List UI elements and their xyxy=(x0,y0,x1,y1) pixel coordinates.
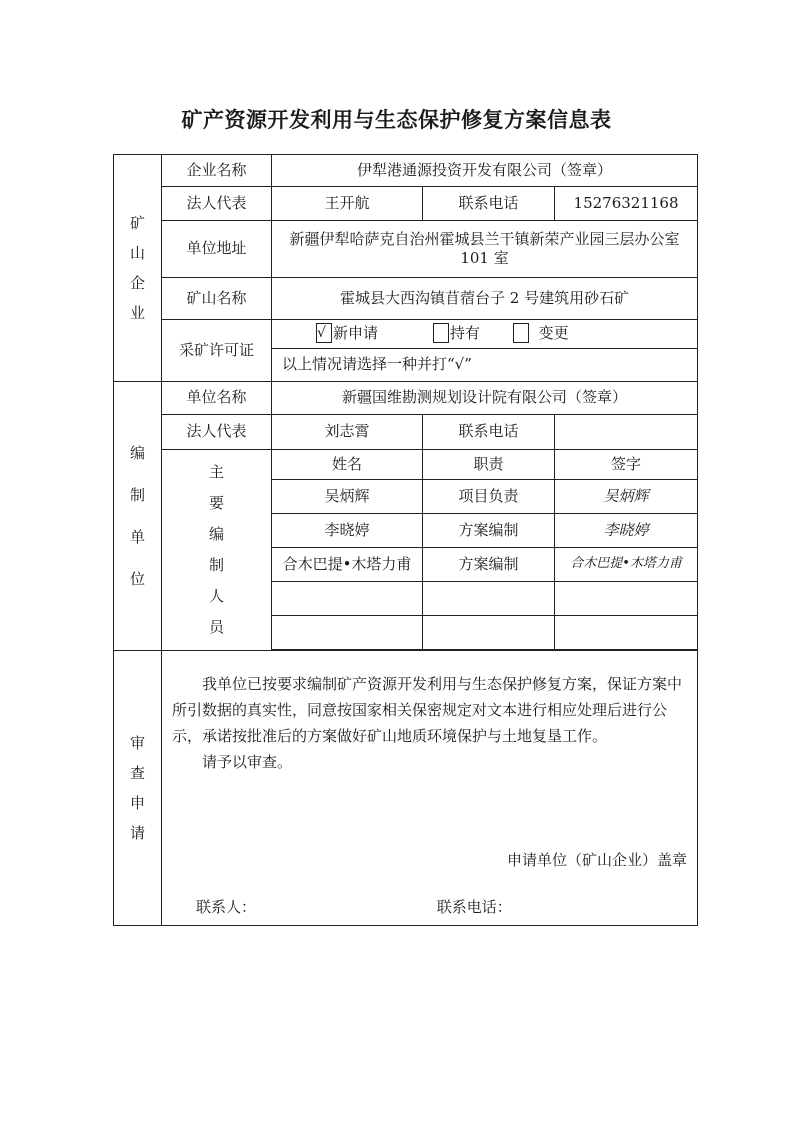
mine-name: 霍城县大西沟镇苜蓿台子 2 号建筑用砂石矿 xyxy=(272,278,698,320)
staff-role: 方案编制 xyxy=(423,548,555,582)
staff-header-name: 姓名 xyxy=(272,450,423,480)
permit-checkbox-hold[interactable] xyxy=(433,323,449,343)
page-title: 矿产资源开发利用与生态保护修复方案信息表 xyxy=(181,108,612,132)
address-label: 单位地址 xyxy=(162,221,272,278)
permit-label: 采矿许可证 xyxy=(162,320,272,382)
mine-legal-rep: 王开航 xyxy=(272,187,423,221)
contact-person-label: 联系人： xyxy=(196,898,257,916)
editor-unit-label: 单位名称 xyxy=(162,382,272,415)
permit-checkbox-new[interactable]: √ xyxy=(316,323,332,343)
contacts-line xyxy=(172,897,687,917)
permit-option-hold[interactable] xyxy=(433,324,485,342)
staff-signature xyxy=(555,616,698,650)
editor-legal-rep: 刘志霄 xyxy=(272,415,423,450)
permit-option-new-label: 新申请 xyxy=(333,324,379,342)
mine-phone-label: 联系电话 xyxy=(423,187,555,221)
permit-note: 以上情况请选择一种并打“√” xyxy=(272,349,698,382)
permit-checkbox-change[interactable] xyxy=(513,323,529,343)
mine-legal-rep-label: 法人代表 xyxy=(162,187,272,221)
staff-signature: 合木巴提•木塔力甫 xyxy=(555,548,698,582)
permit-option-change[interactable] xyxy=(513,324,569,342)
permit-options xyxy=(272,320,698,349)
declaration-request: 请予以审查。 xyxy=(202,753,293,771)
company-name-label: 企业名称 xyxy=(162,155,272,187)
staff-header-role: 职责 xyxy=(423,450,555,480)
staff-name: 李晓婷 xyxy=(272,514,423,548)
contact-phone-label: 联系电话： xyxy=(436,898,512,916)
declaration-paragraph: 我单位已按要求编制矿产资源开发利用与生态保护修复方案，保证方案中所引数据的真实性，同意按国家相关保密规定对文本进行相应处理后进行公示，承诺按批准后的方案做好矿山地质环境保护与土地复垦工作。 xyxy=(172,675,683,745)
mine-section-label: 矿 山 企 业 xyxy=(114,155,162,382)
address: 新疆伊犁哈萨克自治州霍城县兰干镇新荣产业园三层办公室 101 室 xyxy=(272,221,698,278)
staff-name: 合木巴提•木塔力甫 xyxy=(272,548,423,582)
info-table xyxy=(113,154,698,926)
company-name: 伊犁港通源投资开发有限公司（签章） xyxy=(272,155,698,187)
staff-name: 吴炳辉 xyxy=(272,480,423,514)
review-section-label: 审 查 申 请 xyxy=(114,651,162,926)
staff-role xyxy=(423,616,555,650)
editor-unit-name: 新疆国维勘测规划设计院有限公司（签章） xyxy=(272,382,698,415)
staff-role: 项目负责 xyxy=(423,480,555,514)
permit-option-hold-label: 持有 xyxy=(449,324,480,342)
staff-signature xyxy=(555,582,698,616)
permit-option-change-label: 变更 xyxy=(538,324,569,342)
applicant-seal-label: 申请单位（矿山企业）盖章 xyxy=(507,851,688,869)
staff-section-label: 主 要 编 制 人 员 xyxy=(162,450,272,651)
mine-phone: 15276321168 xyxy=(555,187,698,221)
editor-phone-label: 联系电话 xyxy=(423,415,555,450)
editor-section-label: 编 制 单 位 xyxy=(114,382,162,651)
staff-header-signature: 签字 xyxy=(555,450,698,480)
editor-legal-rep-label: 法人代表 xyxy=(162,415,272,450)
staff-name xyxy=(272,616,423,650)
permit-option-new[interactable] xyxy=(316,324,383,342)
review-declaration xyxy=(162,651,698,926)
staff-role xyxy=(423,582,555,616)
staff-signature: 李晓婷 xyxy=(555,514,698,548)
mine-name-label: 矿山名称 xyxy=(162,278,272,320)
editor-phone xyxy=(555,415,698,450)
staff-name xyxy=(272,582,423,616)
staff-role: 方案编制 xyxy=(423,514,555,548)
staff-signature: 吴炳辉 xyxy=(555,480,698,514)
